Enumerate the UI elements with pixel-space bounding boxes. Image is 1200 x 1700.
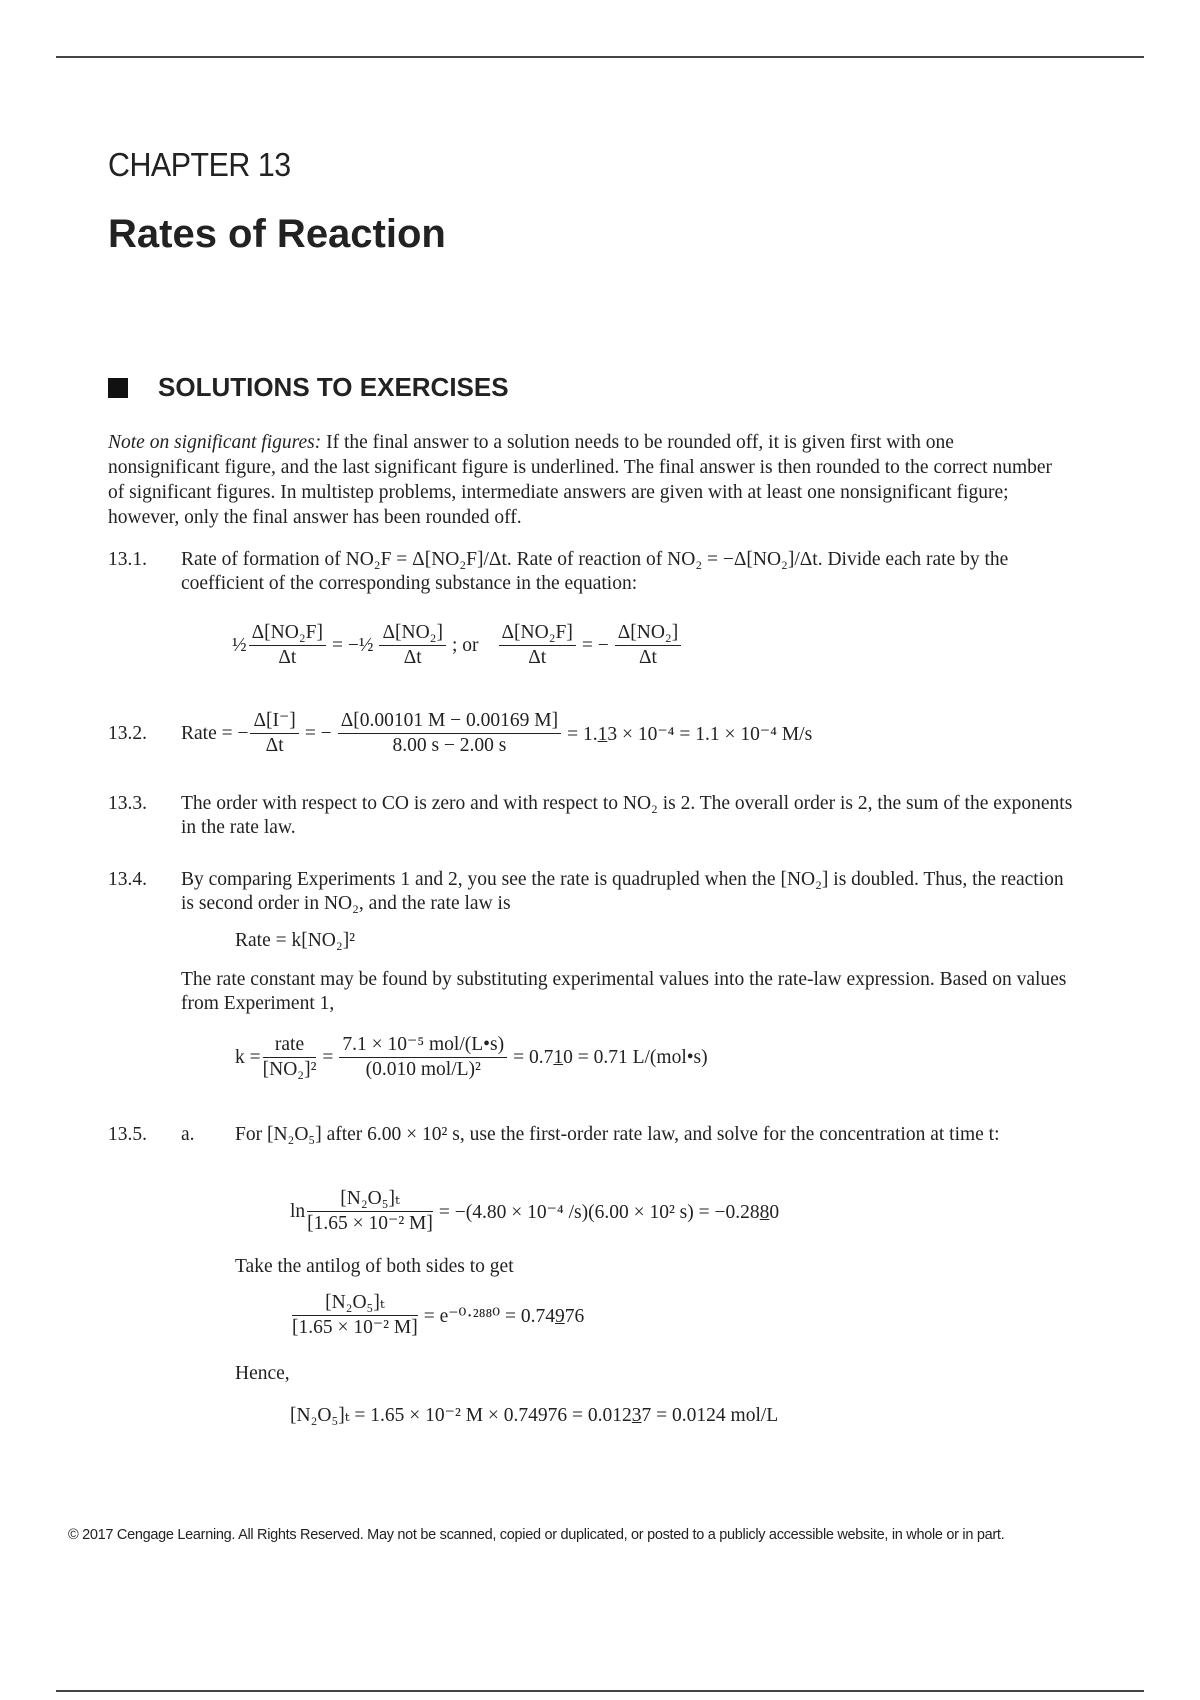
exercise-text: The rate constant may be found by substituting experimental values into the rate-law expression. Based on values from Experiment 1, — [181, 969, 1067, 1014]
exercise-number: 13.1. — [108, 549, 147, 570]
operator: = − — [304, 722, 332, 744]
result: = −(4.80 × 10⁻⁴ /s)(6.00 × 10² s) = −0.2880 — [438, 1201, 780, 1223]
fraction-numerator: Δ[NO₂] — [615, 622, 682, 646]
equation-13-5-ln — [290, 1188, 783, 1235]
fraction-denominator: Δt — [528, 647, 547, 668]
or-text: ; or — [451, 634, 479, 656]
fraction — [615, 622, 682, 669]
final-answer: [N₂O₅]ₜ = 1.65 × 10⁻² M × 0.74976 = 0.01237 = 0.0124 mol/L — [290, 1405, 779, 1426]
fraction-denominator: (0.010 mol/L)² — [365, 1059, 481, 1080]
fraction — [307, 1188, 433, 1235]
page-title: Rates of Reaction — [108, 212, 446, 256]
note-text: If the final answer to a solution needs to be rounded off, it is given first with one nonsignificant figure, and the last significant figure is underlined. The final answer is then rounded to the correct number of significant figures. In multistep problems, intermediate answers are given with at least one nonsignificant figure; however, only the final answer has been rounded off. — [108, 432, 1053, 528]
fraction-denominator: Δt — [403, 647, 422, 668]
fraction-numerator: rate — [263, 1034, 317, 1058]
fraction-numerator: [N₂O₅]ₜ — [292, 1292, 418, 1316]
rate-label: Rate = − — [181, 722, 249, 744]
fraction — [249, 622, 326, 669]
square-bullet-icon — [108, 378, 128, 398]
k-label: k = — [235, 1046, 261, 1068]
exercise-number: 13.4. — [108, 869, 147, 890]
fraction-denominator: [1.65 × 10⁻² M] — [292, 1317, 418, 1338]
fraction — [338, 710, 561, 757]
exercise-number: 13.5. — [108, 1124, 147, 1145]
fraction-numerator: Δ[NO₂F] — [499, 622, 576, 646]
section-heading — [108, 372, 509, 403]
exercise-text: For [N₂O₅] after 6.00 × 10² s, use the first-order rate law, and solve for the concentration at time t: — [235, 1124, 1000, 1145]
operator: = −½ — [331, 634, 374, 656]
result: = 1.13 × 10⁻⁴ = 1.1 × 10⁻⁴ M/s — [567, 723, 813, 745]
fraction-numerator: 7.1 × 10⁻⁵ mol/(L•s) — [339, 1034, 507, 1058]
fraction-denominator: [NO₂]² — [262, 1059, 317, 1080]
note-label: Note on significant figures: — [108, 432, 322, 453]
fraction — [292, 1292, 418, 1339]
fraction-denominator: 8.00 s − 2.00 s — [392, 735, 507, 756]
equation-13-5-exp — [290, 1292, 588, 1339]
copyright-footer: © 2017 Cengage Learning. All Rights Reserved. May not be scanned, copied or duplicated, or posted to a publicly accessible website, in whole or in part. — [68, 1527, 1005, 1543]
result: = e⁻⁰·²⁸⁸⁰ = 0.74976 — [423, 1305, 585, 1327]
ln-label: ln — [290, 1200, 306, 1222]
fraction-numerator: Δ[NO₂F] — [249, 622, 326, 646]
fraction — [499, 622, 576, 669]
top-rule — [56, 56, 1144, 58]
significant-figures-note — [108, 430, 1068, 530]
section-heading-text: SOLUTIONS TO EXERCISES — [158, 372, 509, 402]
fraction-denominator: Δt — [639, 647, 657, 668]
part-label: a. — [181, 1124, 195, 1145]
rate-law: Rate = k[NO₂]² — [235, 930, 356, 951]
result: = 0.710 = 0.71 L/(mol•s) — [513, 1046, 708, 1068]
exercise-number: 13.3. — [108, 793, 147, 814]
equation-13-4 — [235, 1034, 712, 1081]
hence-text: Hence, — [235, 1363, 290, 1384]
equation-13-1 — [232, 622, 683, 669]
operator: = — [322, 1046, 334, 1068]
exercise-text: Rate of formation of NO₂F = Δ[NO₂F]/Δt. Rate of reaction of NO₂ = −Δ[NO₂]/Δt. Divide each rate by the coefficient of the corresponding substance in the equation: — [181, 549, 1009, 594]
fraction-numerator: Δ[NO₂] — [379, 622, 446, 646]
fraction — [339, 1034, 507, 1081]
fraction-numerator: [N₂O₅]ₜ — [307, 1188, 433, 1212]
fraction-numerator: Δ[I⁻] — [250, 710, 298, 734]
bottom-rule — [56, 1690, 1144, 1692]
antilog-text: Take the antilog of both sides to get — [235, 1256, 514, 1277]
fraction — [379, 622, 446, 669]
exercise-number: 13.2. — [108, 722, 147, 744]
fraction-denominator: [1.65 × 10⁻² M] — [307, 1213, 433, 1234]
exercise-text: The order with respect to CO is zero and with respect to NO₂ is 2. The overall order is 2, the sum of the exponents in the rate law. — [181, 793, 1073, 838]
half-symbol: ½ — [232, 634, 247, 656]
fraction — [250, 710, 298, 757]
fraction-numerator: Δ[0.00101 M − 0.00169 M] — [338, 710, 561, 734]
fraction-denominator: Δt — [278, 647, 297, 668]
operator: = − — [581, 634, 609, 656]
fraction-denominator: Δt — [265, 735, 284, 756]
fraction — [263, 1034, 317, 1081]
exercise-13-2 — [108, 710, 816, 757]
chapter-label: CHAPTER 13 — [108, 146, 291, 183]
exercise-text: By comparing Experiments 1 and 2, you see the rate is quadrupled when the [NO₂] is doubled. Thus, the reaction is second order in NO₂, and the rate law is — [181, 869, 1064, 914]
